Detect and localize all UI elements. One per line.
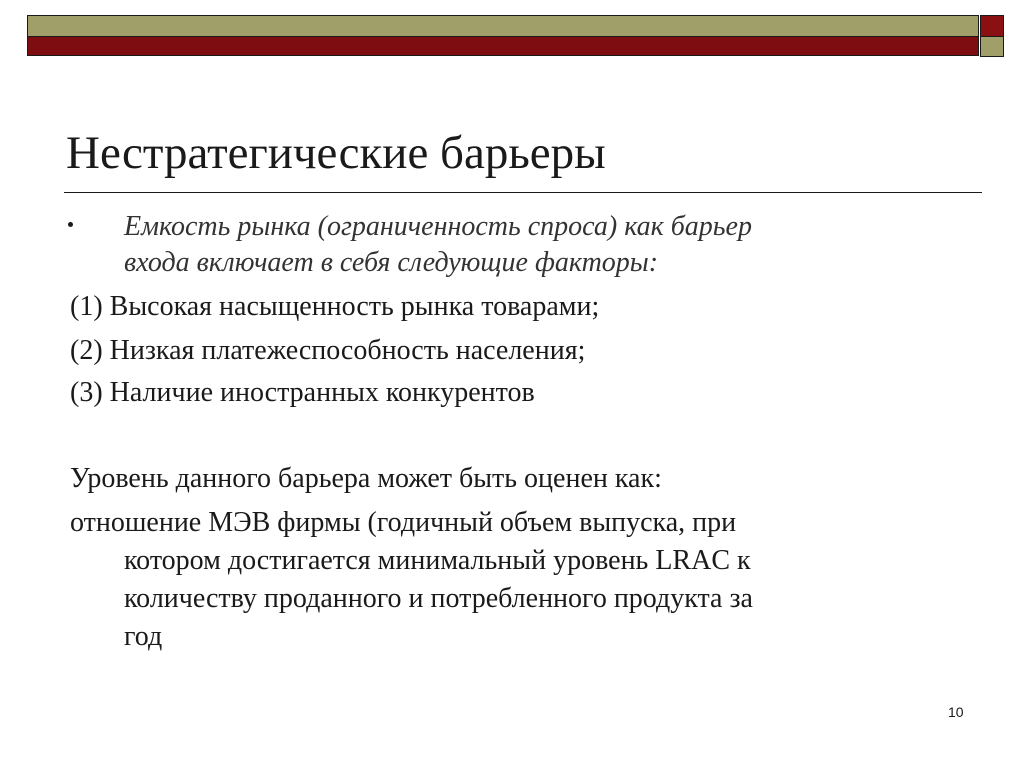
title-divider <box>64 192 982 193</box>
header-square-olive <box>980 36 1004 57</box>
header-square-red <box>980 15 1004 37</box>
page-number: 10 <box>948 704 964 720</box>
ratio-line-1: отношение МЭВ фирмы (годичный объем выпуска, при <box>70 507 737 538</box>
ratio-line-2: котором достигается минимальный уровень LRAC к <box>124 545 751 576</box>
ratio-line-3: количеству проданного и потребленного продукта за <box>124 583 753 614</box>
bullet-text-line-2: входа включает в себя следующие факторы: <box>124 247 659 278</box>
slide-title: Нестратегические барьеры <box>66 127 606 179</box>
bullet-icon <box>68 222 73 227</box>
factor-item-1: (1) Высокая насыщенность рынка товарами; <box>70 291 600 322</box>
ratio-line-4: год <box>124 621 163 652</box>
factor-item-3: (3) Наличие иностранных конкурентов <box>70 377 535 408</box>
level-intro: Уровень данного барьера может быть оценен как: <box>70 463 662 494</box>
header-band-olive <box>27 15 979 37</box>
bullet-text-line-1: Емкость рынка (ограниченность спроса) как барьер <box>124 211 752 242</box>
factor-item-2: (2) Низкая платежеспособность населения; <box>70 335 586 366</box>
header-band-red <box>27 36 979 56</box>
